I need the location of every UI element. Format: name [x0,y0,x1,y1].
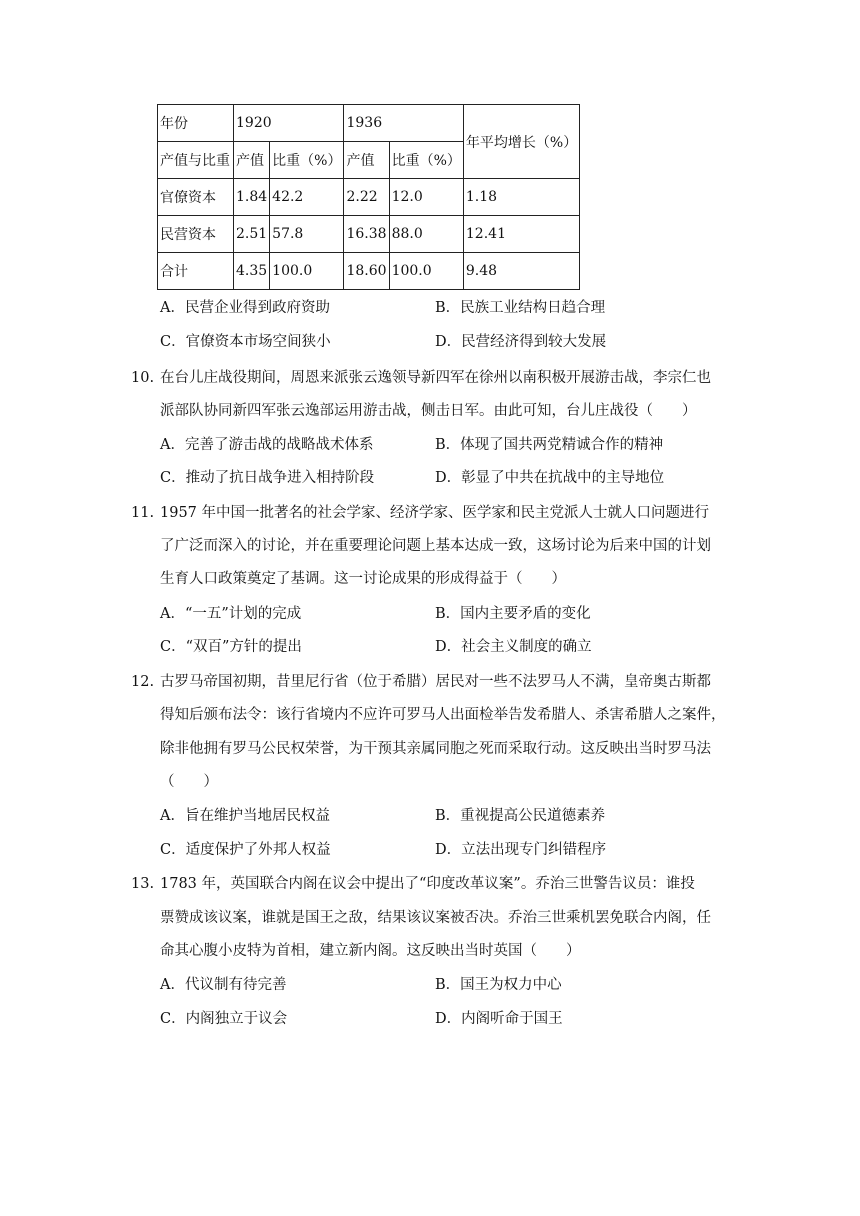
q11-stem-line: 生育人口政策奠定了基调。这一讨论成果的形成得益于（ ） [160,571,566,587]
q10-option-d: D．彰显了中共在抗战中的主导地位 [435,470,665,486]
table-cell: 1.84 [234,179,270,216]
capital-output-table [157,104,580,290]
table-cell: 2.22 [344,179,389,216]
table-row [158,253,580,290]
table-cell: 1936 [344,105,463,142]
q11-option-d: D．社会主义制度的确立 [435,639,592,655]
q12-option-a: A．旨在维护当地居民权益 [160,808,330,824]
q11-stem-line: 了广泛而深入的讨论，并在重要理论问题上基本达成一致，这场讨论为后来中国的计划 [160,538,711,554]
q13-stem-line: 票赞成该议案，谁就是国王之敌，结果该议案被否决。乔治三世乘机罢免联合内阁，任 [160,910,711,926]
table-cell: 年平均增长（%） [463,105,579,179]
table-cell: 产值 [344,142,389,179]
table-cell: 57.8 [270,216,344,253]
table-cell: 12.41 [463,216,579,253]
q13-stem-line: 命其心腹小皮特为首相，建立新内阁。这反映出当时英国（ ） [160,943,581,959]
q13-stem-line: 1783 年，英国联合内阁在议会中提出了“印度改革议案”。乔治三世警告议员：谁投 [160,876,695,892]
q11-stem-line: 1957 年中国一批著名的社会学家、经济学家、医学家和民主党派人士就人口问题进行 [160,505,710,521]
table-cell: 16.38 [344,216,389,253]
table-cell: 100.0 [270,253,344,290]
q10-stem-line: 派部队协同新四军张云逸部运用游击战，侧击日军。由此可知，台儿庄战役（ ） [160,403,697,419]
q11-option-b: B．国内主要矛盾的变化 [435,606,591,622]
q11-number: 11. [131,505,155,521]
q13-option-d: D．内阁听命于国王 [435,1011,563,1027]
q13-option-c: C．内阁独立于议会 [160,1011,288,1027]
q9-option-a: A．民营企业得到政府资助 [160,300,330,316]
q13-option-a: A．代议制有待完善 [160,977,287,993]
q9-option-b: B．民族工业结构日趋合理 [435,300,606,316]
table-cell: 产值与比重 [158,142,234,179]
table-cell: 1920 [234,105,344,142]
table-row [158,179,580,216]
q10-option-b: B．体现了国共两党精诚合作的精神 [435,437,664,453]
table-cell: 年份 [158,105,234,142]
q12-stem-line: 古罗马帝国初期，昔里尼行省（位于希腊）居民对一些不法罗马人不满，皇帝奥古斯都 [160,674,711,690]
table-cell: 比重（%） [389,142,463,179]
q12-stem-line: 得知后颁布法令：该行省境内不应许可罗马人出面检举告发希腊人、杀害希腊人之案件， [160,707,726,723]
table-cell: 合计 [158,253,234,290]
q12-number: 12. [131,674,155,690]
table-cell: 42.2 [270,179,344,216]
q12-stem-line: （ ） [160,774,218,790]
table-cell: 2.51 [234,216,270,253]
table-row [158,216,580,253]
q10-option-a: A．完善了游击战的战略战术体系 [160,437,374,453]
q10-stem-line: 在台儿庄战役期间，周恩来派张云逸领导新四军在徐州以南积极开展游击战，李宗仁也 [160,370,711,386]
q13-option-b: B．国王为权力中心 [435,977,562,993]
q12-option-b: B．重视提高公民道德素养 [435,808,606,824]
table-cell: 1.18 [463,179,579,216]
q9-option-c: C．官僚资本市场空间狭小 [160,334,331,350]
q11-option-a: A．“一五”计划的完成 [160,606,302,622]
table-cell: 88.0 [389,216,463,253]
table-cell: 100.0 [389,253,463,290]
table-cell: 18.60 [344,253,389,290]
table-cell: 民营资本 [158,216,234,253]
q12-option-c: C．适度保护了外邦人权益 [160,842,331,858]
table-cell: 12.0 [389,179,463,216]
q12-stem-line: 除非他拥有罗马公民权荣誉，为干预其亲属同胞之死而采取行动。这反映出当时罗马法 [160,741,711,757]
q10-option-c: C．推动了抗日战争进入相持阶段 [160,470,375,486]
table-cell: 官僚资本 [158,179,234,216]
table-cell: 比重（%） [270,142,344,179]
q10-number: 10. [131,370,155,386]
q12-option-d: D．立法出现专门纠错程序 [435,842,607,858]
table-cell: 9.48 [463,253,579,290]
q11-option-c: C．“双百”方针的提出 [160,639,302,655]
table-header-row-1 [158,105,580,142]
table-cell: 4.35 [234,253,270,290]
q13-number: 13. [131,876,155,892]
table-cell: 产值 [234,142,270,179]
q9-option-d: D．民营经济得到较大发展 [435,334,607,350]
